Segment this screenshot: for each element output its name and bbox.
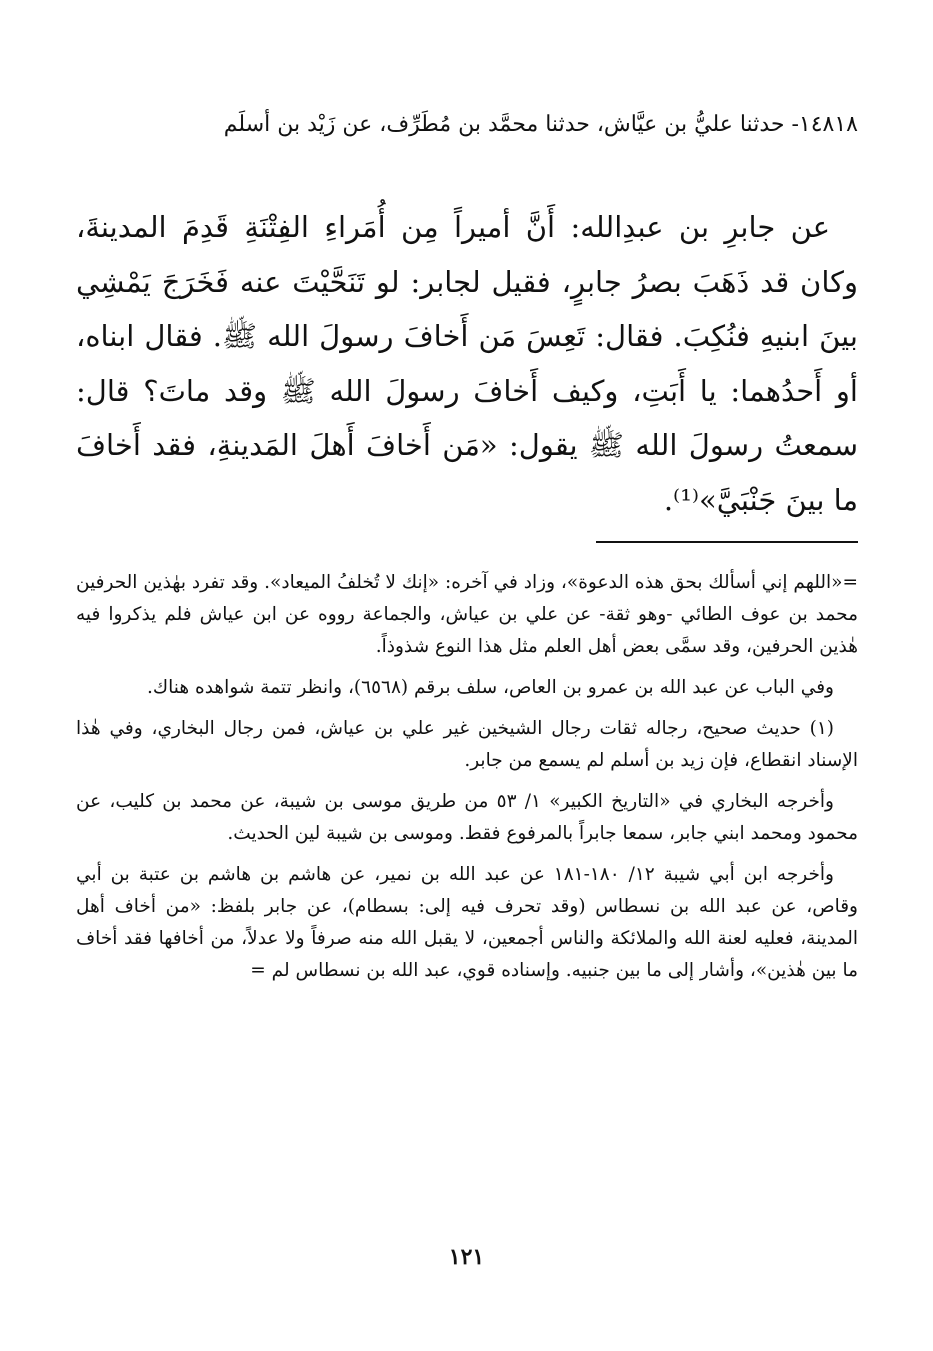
- footnote-paragraph: وفي الباب عن عبد الله بن عمرو بن العاص، سلف برقم (٦٥٦٨)، وانظر تتمة شواهده هناك.: [147, 677, 834, 698]
- footnote-paragraph: وأخرجه البخاري في «التاريخ الكبير» ١/ ٥٣ من طريق موسى بن شيبة، عن محمد بن كليب، عن محمود ومحمد ابني جابر، سمعا جابراً بالمرفوع فقط. وموسى بن شيبة لين الحديث.: [76, 791, 858, 844]
- hadith-text: عن جابرِ بن عبدِالله: أَنَّ أميراً مِن أُمَراءِ الفِتْنَةِ قَدِمَ المدينةَ، وكان قد ذَهَبَ بصرُ جابرٍ، فقيل لجابر: لو تَنَحَّيْتَ عنه فَخَرَجَ يَمْشِي بينَ ابنيهِ فنُكِبَ. فقال: تَعِسَ مَن أَخافَ رسولَ الله ﷺ. فقال ابناه، أو أَحدُهما: يا أَبَتِ، وكيف أَخافَ رسولَ الله ﷺ وقد ماتَ؟ قال: سمعتُ رسولَ الله ﷺ يقول: «مَن أَخافَ أَهلَ المَدينةِ، فقد أَخافَ ما بينَ جَنْبَيَّ»⁽¹⁾.: [76, 210, 858, 517]
- footnote-paragraph: وأخرجه ابن أبي شيبة ١٢/ ١٨٠-١٨١ عن عبد الله بن نمير، عن هاشم بن هاشم بن عتبة بن أبي وقاص، عن عبد الله بن نسطاس (وقد تحرف فيه إلى: بسطام)، عن جابر بلفظ: «من أخاف أهل المدينة، فعليه لعنة الله والملائكة والناس أجمعين، لا يقبل الله منه صرفاً ولا عدلاً، من أخافها فقد أخاف ما بين هٰذين»، وأشار إلى ما بين جنبيه. وإسناده قوي، عبد الله بن نسطاس لم =: [76, 864, 858, 981]
- footnote-paragraph: (١) حديث صحيح، رجاله ثقات رجال الشيخين غير علي بن عياش، فمن رجال البخاري، وفي هٰذا الإسناد انقطاع، فإن زيد بن أسلم لم يسمع من جابر.: [76, 718, 858, 771]
- hadith-heading: ١٤٨١٨- حدثنا عليُّ بن عيَّاش، حدثنا محمَّد بن مُطَرِّف، عن زَيْد بن أسلَم: [223, 112, 858, 137]
- footnote-paragraph: =«اللهم إني أسألك بحق هذه الدعوة»، وزاد في آخره: «إنك لا تُخلفُ الميعاد». وقد تفرد بهٰذين الحرفين محمد بن عوف الطائي -وهو ثقة- عن علي بن عياش، والجماعة رووه عن ابن عياش فلم يذكروا فيه هٰذين الحرفين، وقد سمَّى بعض أهل العلم مثل هذا النوع شذوذاً.: [76, 572, 858, 657]
- footnotes: [76, 567, 858, 996]
- footnote-separator: [596, 541, 858, 543]
- page-number: ١٢١: [448, 1244, 485, 1270]
